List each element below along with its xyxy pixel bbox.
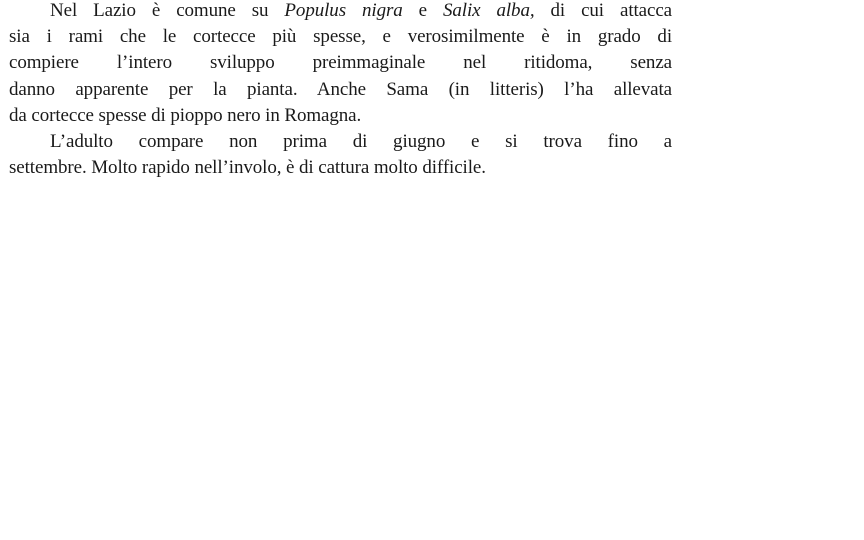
paragraph-2-line-1: L’adulto compare non prima di giugno e si trova fino a [50,131,672,153]
paragraph-1-line-3: compiere l’intero sviluppo preimmaginale nel ritidoma, senza [9,52,672,74]
species-name-salix-alba: Salix alba, [443,0,535,21]
paragraph-2 [9,129,672,181]
paragraph-1-line-1 [9,0,672,24]
paragraph-1-line-2: sia i rami che le cortecce più spesse, e verosimilmente è in grado di [9,26,672,48]
paragraph-2-line-2: settembre. Molto rapido nell’involo, è di cattura molto difficile. [9,157,486,179]
paragraph-1-line-4: danno apparente per la pianta. Anche Sama (in litteris) l’ha allevata [9,78,672,100]
species-name-populus-nigra: Populus nigra [284,0,403,21]
text-run: Nel Lazio è comune su [50,0,285,21]
paragraph-1-line-5: da cortecce spesse di pioppo nero in Romagna. [9,104,362,126]
text-run: e [402,0,443,21]
document-page [9,0,672,181]
text-run: di cui attacca [534,0,673,21]
paragraph-1 [9,0,672,129]
